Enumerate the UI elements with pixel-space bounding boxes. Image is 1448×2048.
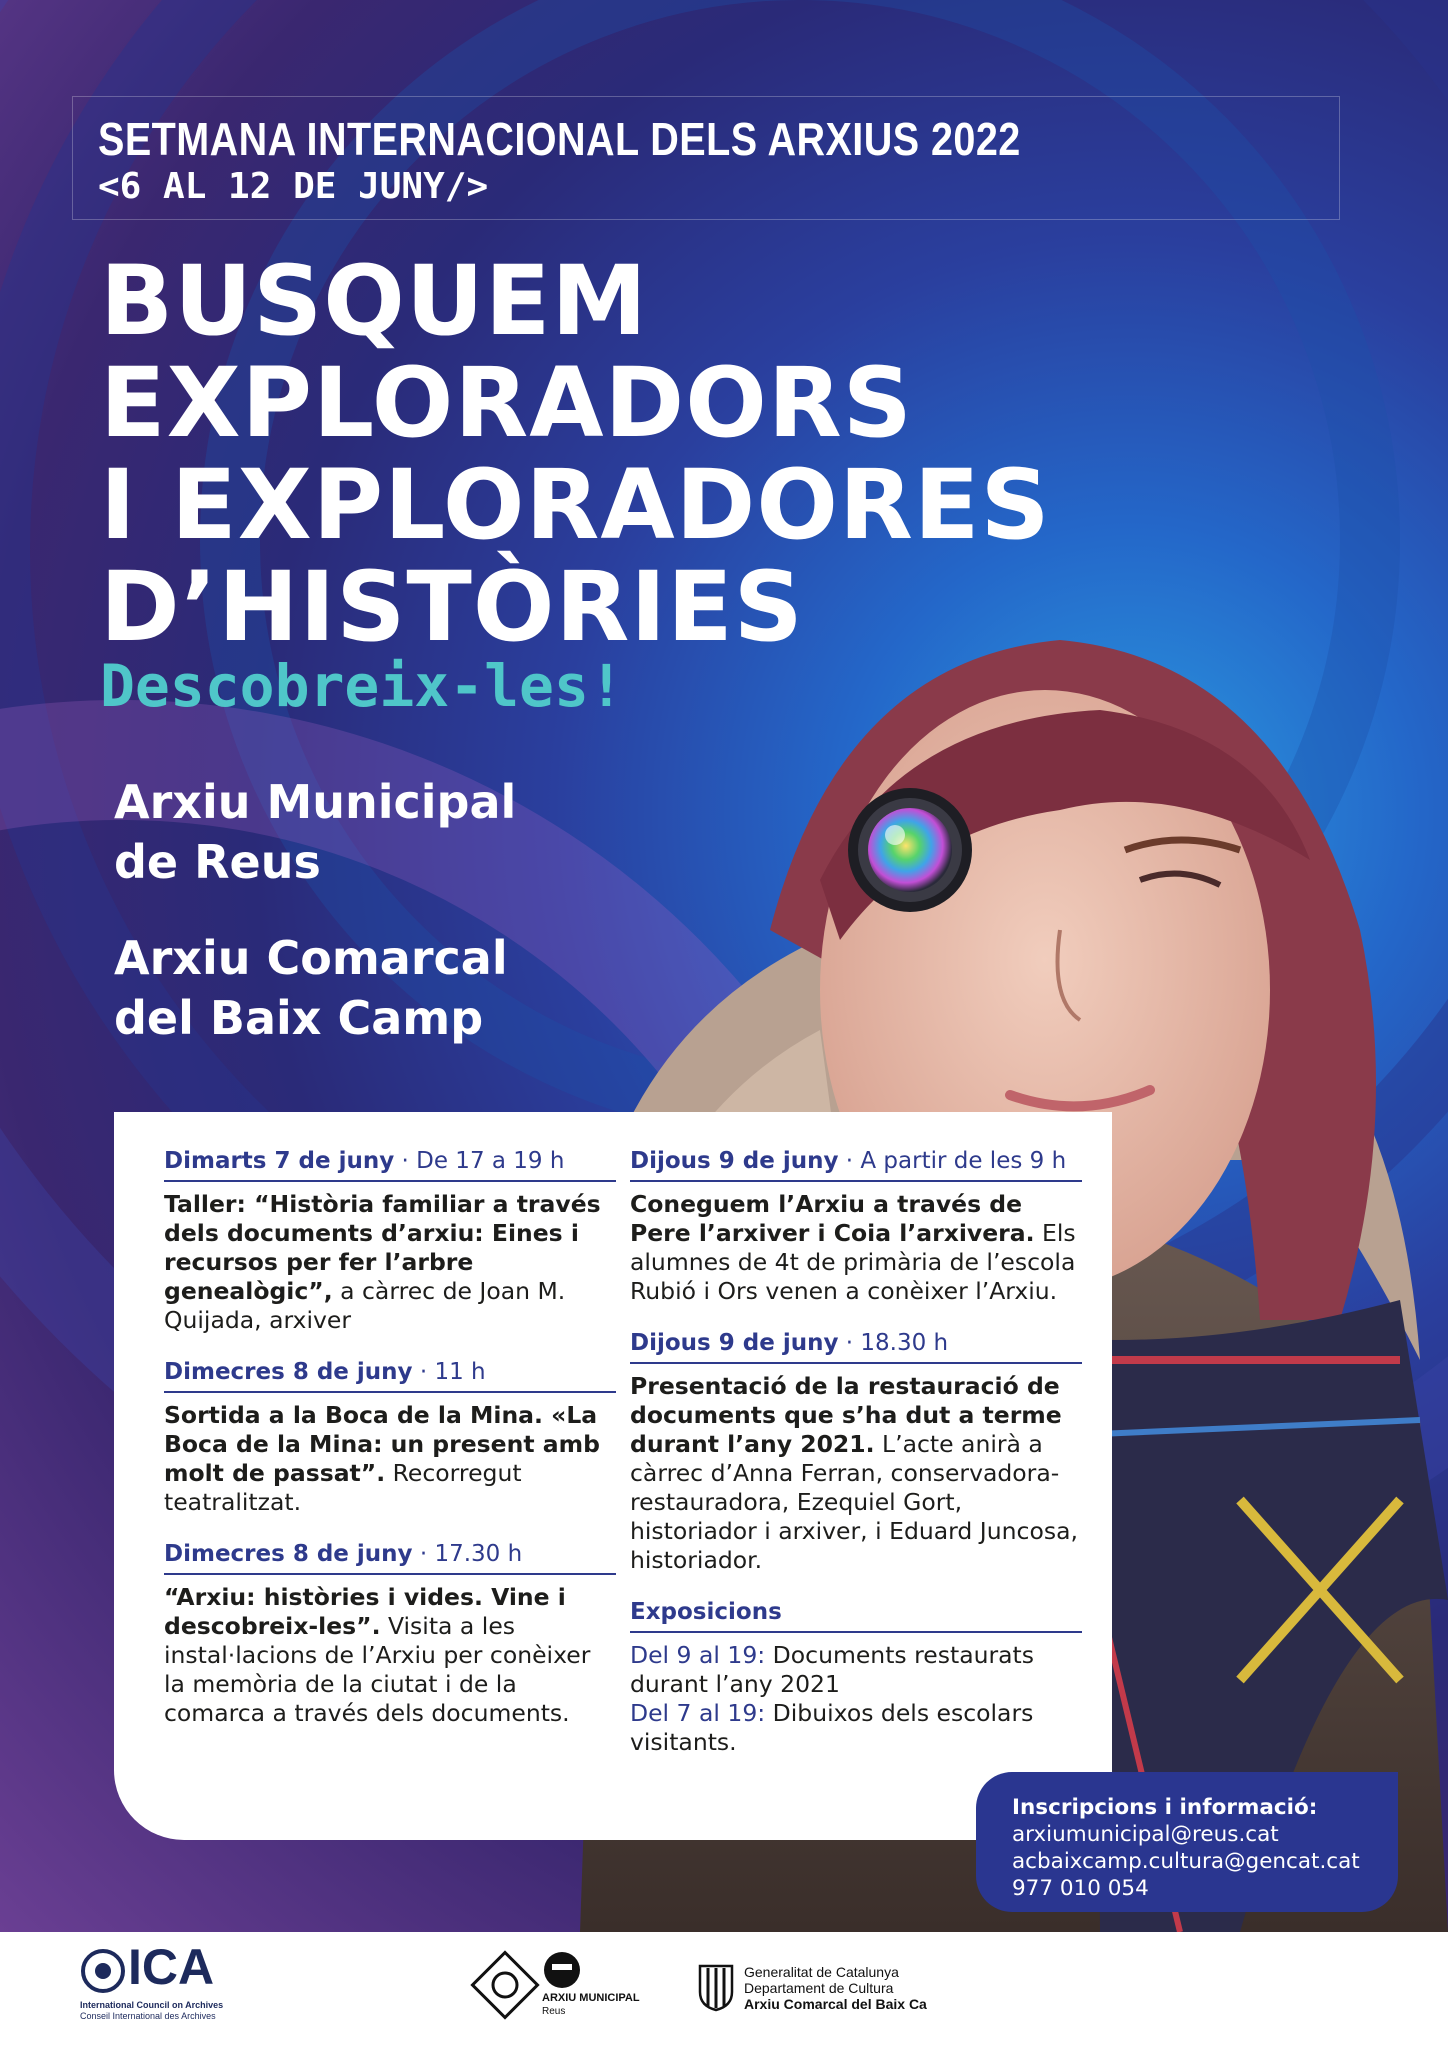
event-date-heading: Dimecres 8 de juny · 11 h xyxy=(164,1359,616,1393)
event-description: Sortida a la Boca de la Mina. «La Boca de la Mina: un present amb molt de passat”. Recorregut teatralitzat. xyxy=(164,1401,600,1516)
contact-phone: 977 010 054 xyxy=(1012,1876,1149,1901)
exhibition-item: Del 7 al 19: Dibuixos dels escolars visitants. xyxy=(630,1699,1034,1756)
event-date-heading: Dijous 9 de juny · 18.30 h xyxy=(630,1330,1082,1364)
institution-line: Arxiu Comarcal xyxy=(114,931,508,985)
event-description: “Arxiu: històries i vides. Vine i descobreix-les”. Visita a les instal·lacions de l’Arxiu per conèixer la memòria de la ciutat i de la comarca a través dels documents. xyxy=(164,1583,591,1727)
event-dates: <6 AL 12 DE JUNY/> xyxy=(98,166,489,207)
event-item xyxy=(164,1359,616,1517)
event-kicker: SETMANA INTERNACIONAL DELS ARXIUS 2022 xyxy=(98,113,1021,165)
program-column-right xyxy=(630,1148,1082,1781)
program-column-left xyxy=(164,1148,616,1752)
event-description: Taller: “Història familiar a través dels documents d’arxiu: Eines i recursos per fer l’arbre genealògic”, a càrrec de Joan M. Quijada, arxiver xyxy=(164,1190,601,1334)
event-item xyxy=(164,1541,616,1728)
generalitat-department: Departament de Cultura xyxy=(744,1980,894,1996)
headline-line: D’HISTÒRIES xyxy=(100,551,804,663)
contact-email[interactable]: arxiumunicipal@reus.cat xyxy=(1012,1822,1279,1847)
event-item xyxy=(164,1148,616,1335)
arxiu-municipal-label: ARXIU MUNICIPAL xyxy=(542,1992,640,2004)
institution-line: Arxiu Municipal xyxy=(114,775,517,829)
event-date-heading: Dimecres 8 de juny · 17.30 h xyxy=(164,1541,616,1575)
event-item xyxy=(630,1148,1082,1306)
ica-name-en: International Council on Archives xyxy=(80,2000,224,2010)
contact-email[interactable]: acbaixcamp.cultura@gencat.cat xyxy=(1012,1849,1360,1874)
arxiu-municipal-reus-logo xyxy=(470,1950,670,2030)
contact-title: Inscripcions i informació: xyxy=(1012,1795,1318,1820)
exhibitions-section xyxy=(630,1599,1082,1757)
tagline: Descobreix-les! xyxy=(100,652,624,720)
event-date-heading: Dijous 9 de juny · A partir de les 9 h xyxy=(630,1148,1082,1182)
ica-logo xyxy=(80,1939,280,2024)
event-description: Presentació de la restauració de documents que s’ha dut a terme durant l’any 2021. L’acte anirà a càrrec d’Anna Ferran, conservadora-restauradora, Ezequiel Gort, historiador i arxiver, i Eduard Juncosa, historiador. xyxy=(630,1372,1078,1574)
institution-municipal xyxy=(114,772,516,892)
reus-shield-icon xyxy=(470,1950,540,2020)
exhibitions-heading: Exposicions xyxy=(630,1599,1082,1633)
headline-line: BUSQUEM xyxy=(100,245,648,357)
generalitat-logo xyxy=(696,1962,1016,2022)
ica-abbr: ICA xyxy=(128,1939,215,1995)
generalitat-archive: Arxiu Comarcal del Baix Ca xyxy=(744,1996,927,2012)
ica-name-fr: Conseil International des Archives xyxy=(80,2011,216,2021)
ica-emblem-icon xyxy=(80,1948,126,1994)
event-description: Coneguem l’Arxiu a través de Pere l’arxiver i Coia l’arxivera. Els alumnes de 4t de primària de l’escola Rubió i Ors venen a conèixer l’Arxiu. xyxy=(630,1190,1076,1305)
institution-line: de Reus xyxy=(114,835,321,889)
exhibition-item: Del 9 al 19: Documents restaurats durant l’any 2021 xyxy=(630,1641,1035,1698)
arxiu-municipal-city: Reus xyxy=(542,2006,566,2017)
headline-line: EXPLORADORS xyxy=(100,347,913,459)
contact-box xyxy=(976,1772,1398,1912)
headline xyxy=(100,245,1051,663)
arxiu-municipal-icon xyxy=(542,1950,582,1990)
generalitat-name: Generalitat de Catalunya xyxy=(744,1964,899,1980)
event-item xyxy=(630,1330,1082,1575)
institution-line: del Baix Camp xyxy=(114,991,484,1045)
generalitat-emblem-icon xyxy=(696,1962,736,2012)
headline-line: I EXPLORADORES xyxy=(100,449,1051,561)
institution-comarcal xyxy=(114,928,508,1048)
event-date-heading: Dimarts 7 de juny · De 17 a 19 h xyxy=(164,1148,616,1182)
